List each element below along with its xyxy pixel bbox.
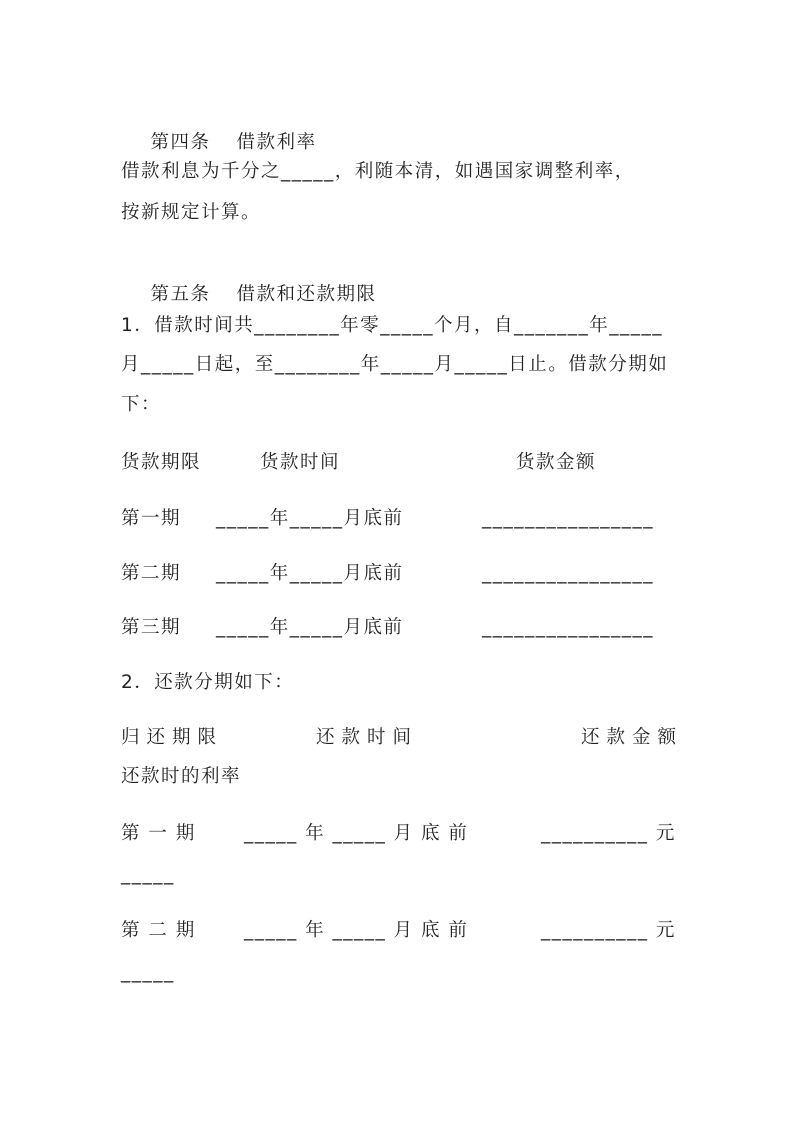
article5-title: 借款和还款期限: [236, 284, 377, 305]
repay-header-time: 还款时间: [316, 727, 419, 748]
article4-paragraph-line1: 借款利息为千分之_____，利随本清，如遇国家调整利率，: [121, 161, 635, 182]
loan-row-time: _____年_____月底前: [216, 617, 404, 638]
repay-row-period: 第 一 期: [121, 823, 196, 844]
loan-row-period: 第二期: [121, 563, 182, 584]
repay-table-header: [121, 725, 684, 751]
loan-header-amount: 货款金额: [516, 452, 597, 473]
article4-title: 借款利率: [236, 132, 317, 153]
loan-header-period: 货款期限: [121, 452, 202, 473]
repay-header-rate: 还款时的利率: [121, 766, 242, 787]
article4-number: 第四条: [150, 132, 211, 153]
loan-row-amount: ________________: [482, 508, 654, 529]
loan-table-header: [121, 450, 681, 476]
item1-line2: 月_____日起，至________年_____月_____日止。借款分期如: [121, 354, 669, 375]
repay-row-rate: _____: [121, 962, 175, 983]
loan-row-amount: ________________: [482, 617, 654, 638]
repay-header-amount: 还款金额: [581, 727, 684, 748]
repay-header-period: 归还期限: [121, 727, 224, 748]
repay-table-row: [121, 821, 681, 847]
article5-number: 第五条: [150, 284, 211, 305]
repay-row-time: _____ 年 _____ 月 底 前: [244, 920, 469, 941]
loan-table-row: [121, 506, 681, 532]
loan-row-time: _____年_____月底前: [216, 563, 404, 584]
item1-line1: 1．借款时间共________年零_____个月，自_______年_____: [121, 315, 664, 336]
repay-row-amount: __________ 元: [541, 920, 676, 941]
loan-table-row: [121, 561, 681, 587]
repay-row-time: _____ 年 _____ 月 底 前: [244, 823, 469, 844]
item2-heading: 2．还款分期如下：: [121, 672, 295, 693]
item1-line3: 下：: [121, 394, 162, 415]
repay-table-row: [121, 918, 681, 944]
repay-row-rate: _____: [121, 864, 175, 885]
loan-row-period: 第三期: [121, 617, 182, 638]
loan-header-time: 货款时间: [260, 452, 341, 473]
loan-row-time: _____年_____月底前: [216, 508, 404, 529]
loan-table-row: [121, 615, 681, 641]
repay-row-period: 第 二 期: [121, 920, 196, 941]
loan-row-amount: ________________: [482, 563, 654, 584]
loan-row-period: 第一期: [121, 508, 182, 529]
repay-row-amount: __________ 元: [541, 823, 676, 844]
article4-paragraph-line2: 按新规定计算。: [121, 202, 262, 223]
